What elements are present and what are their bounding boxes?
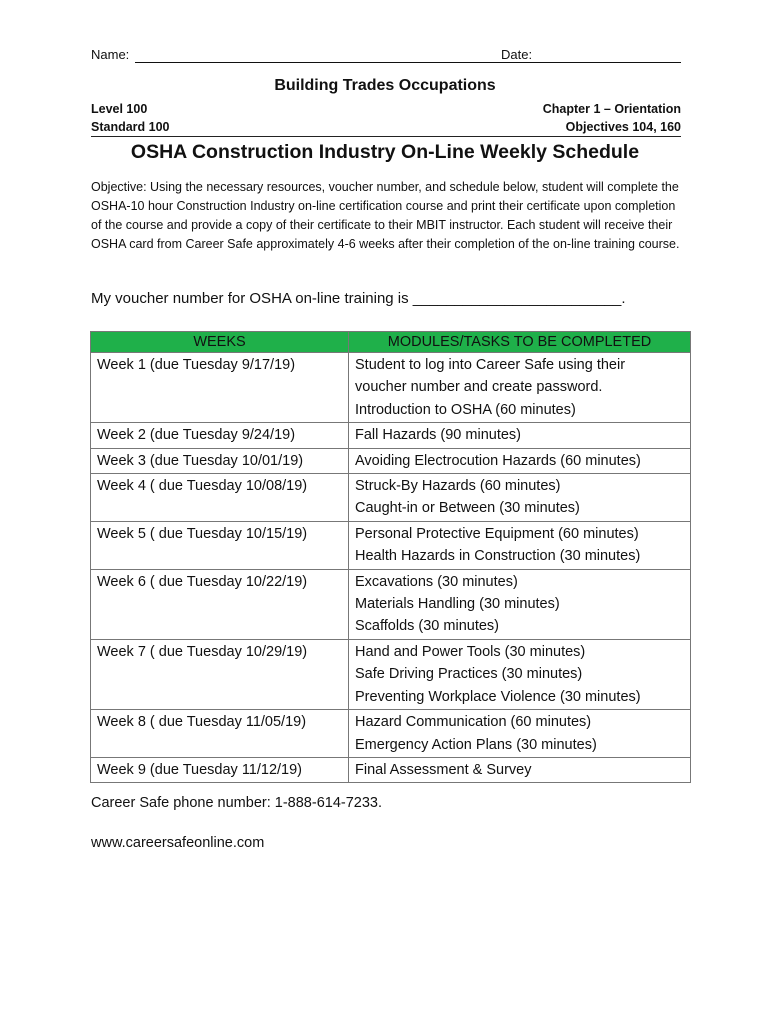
chapter-label: Chapter 1 – Orientation — [542, 102, 681, 116]
week-cell: Week 4 ( due Tuesday 10/08/19) — [91, 474, 349, 522]
task-item: voucher number and create password. — [355, 379, 603, 396]
task-item: Avoiding Electrocution Hazards (60 minutes) — [355, 452, 641, 469]
tasks-cell — [349, 474, 691, 522]
week-cell: Week 5 ( due Tuesday 10/15/19) — [91, 521, 349, 569]
phone-number-line: Career Safe phone number: 1-888-614-7233. — [91, 795, 382, 811]
week-cell: Week 7 ( due Tuesday 10/29/19) — [91, 639, 349, 709]
tasks-cell — [349, 757, 691, 782]
tasks-cell — [349, 569, 691, 639]
task-item: Materials Handling (30 minutes) — [355, 596, 560, 613]
level-label: Level 100 — [91, 102, 148, 116]
website-link[interactable]: www.careersafeonline.com — [91, 835, 265, 851]
table-row — [91, 353, 691, 423]
task-item: Introduction to OSHA (60 minutes) — [355, 401, 576, 418]
task-item: Scaffolds (30 minutes) — [355, 618, 499, 635]
table-row — [91, 474, 691, 522]
week-cell: Week 9 (due Tuesday 11/12/19) — [91, 757, 349, 782]
task-item: Health Hazards in Construction (30 minutes) — [355, 548, 641, 565]
tasks-cell — [349, 353, 691, 423]
week-cell: Week 2 (due Tuesday 9/24/19) — [91, 423, 349, 448]
table-row — [91, 521, 691, 569]
objectives-label: Objectives 104, 160 — [565, 120, 681, 134]
table-row — [91, 710, 691, 758]
schedule-table-body — [91, 353, 691, 783]
task-item: Safe Driving Practices (30 minutes) — [355, 666, 583, 683]
task-item: Preventing Workplace Violence (30 minutes) — [355, 688, 641, 705]
course-title: Building Trades Occupations — [274, 77, 496, 94]
tasks-column-header: MODULES/TASKS TO BE COMPLETED — [349, 332, 691, 353]
name-label: Name: — [91, 47, 130, 62]
standard-label: Standard 100 — [91, 120, 170, 134]
task-item: Fall Hazards (90 minutes) — [355, 427, 521, 444]
week-cell: Week 6 ( due Tuesday 10/22/19) — [91, 569, 349, 639]
task-item: Hand and Power Tools (30 minutes) — [355, 643, 586, 660]
meta-left — [91, 100, 170, 136]
voucher-line: My voucher number for OSHA on-line training is _________________________. — [91, 290, 626, 307]
date-label: Date: — [501, 47, 533, 62]
course-meta — [91, 100, 681, 137]
task-item: Hazard Communication (60 minutes) — [355, 714, 592, 731]
task-item: Caught-in or Between (30 minutes) — [355, 500, 580, 517]
tasks-cell — [349, 521, 691, 569]
task-item: Emergency Action Plans (30 minutes) — [355, 736, 597, 753]
tasks-cell — [349, 423, 691, 448]
table-row — [91, 757, 691, 782]
task-item: Struck-By Hazards (60 minutes) — [355, 478, 561, 495]
name-blank-line — [135, 62, 541, 63]
task-item: Personal Protective Equipment (60 minutes) — [355, 525, 639, 542]
date-blank-line — [538, 62, 681, 63]
table-row — [91, 569, 691, 639]
meta-right — [543, 100, 681, 136]
table-row — [91, 448, 691, 473]
objective-paragraph: Objective: Using the necessary resources, voucher number, and schedule below, student will complete the OSHA-10 hour Construction Industry on-line certification course and print their certificate upon completion of the course and provide a copy of their certificate to their MBIT instructor. Each student will receive their OSHA card from Career Safe approximately 4-6 weeks after their completion of the on-line training course. — [91, 180, 680, 251]
schedule-table — [90, 331, 691, 783]
weeks-column-header: WEEKS — [91, 332, 349, 353]
week-cell: Week 1 (due Tuesday 9/17/19) — [91, 353, 349, 423]
week-cell: Week 8 ( due Tuesday 11/05/19) — [91, 710, 349, 758]
tasks-cell — [349, 448, 691, 473]
task-item: Student to log into Career Safe using their — [355, 357, 626, 373]
table-row — [91, 639, 691, 709]
table-header-row — [91, 332, 691, 353]
tasks-cell — [349, 710, 691, 758]
task-item: Final Assessment & Survey — [355, 761, 532, 778]
name-date-header — [91, 47, 681, 67]
week-cell: Week 3 (due Tuesday 10/01/19) — [91, 448, 349, 473]
page-title: OSHA Construction Industry On-Line Weekly Schedule — [130, 141, 640, 163]
table-row — [91, 423, 691, 448]
tasks-cell — [349, 639, 691, 709]
task-item: Excavations (30 minutes) — [355, 573, 518, 590]
